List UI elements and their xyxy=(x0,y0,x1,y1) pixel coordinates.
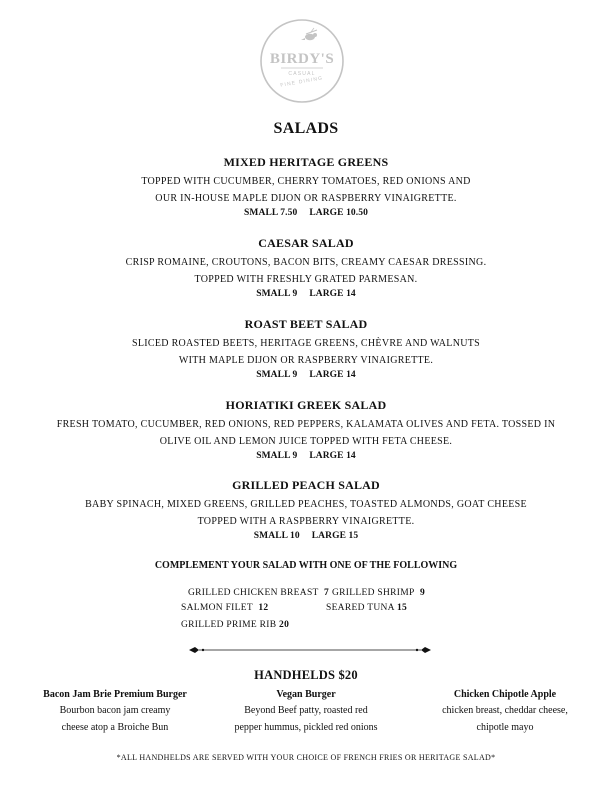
salad-price xyxy=(0,289,612,299)
handhelds-note: *ALL HANDHELDS ARE SERVED WITH YOUR CHOICE OF FRENCH FRIES OR HERITAGE SALAD* xyxy=(116,753,496,762)
handheld-desc-line: Bourbon bacon jam creamy xyxy=(59,705,171,716)
handheld-desc-line: cheese atop a Broiche Bun xyxy=(61,722,169,733)
addon-price: 15 xyxy=(397,603,408,613)
addon-price: 12 xyxy=(258,603,269,613)
handheld-name: Vegan Burger xyxy=(276,689,336,700)
addon-price: 7 xyxy=(323,588,330,598)
ornamental-divider xyxy=(187,645,433,655)
addon-item xyxy=(332,588,425,598)
handheld-name: Bacon Jam Brie Premium Burger xyxy=(43,689,187,700)
small-price: SMALL 7.50 xyxy=(244,208,298,218)
salad-name: HORIATIKI GREEK SALAD xyxy=(225,398,387,412)
bird-icon xyxy=(301,28,317,40)
addon-price: 20 xyxy=(279,620,290,630)
addon-name: GRILLED CHICKEN BREAST xyxy=(188,588,319,598)
handheld-desc-line: Beyond Beef patty, roasted red xyxy=(244,705,368,716)
handheld-item xyxy=(211,689,401,736)
salad-name: GRILLED PEACH SALAD xyxy=(232,478,380,492)
handheld-desc-line: chicken breast, cheddar cheese, xyxy=(442,705,568,716)
addon-name: GRILLED PRIME RIB xyxy=(181,620,277,630)
large-price: LARGE 14 xyxy=(309,451,356,461)
salad-desc-line: TOPPED WITH CUCUMBER, CHERRY TOMATOES, RED ONIONS AND xyxy=(141,176,471,187)
addon-item xyxy=(181,603,268,613)
large-price: LARGE 10.50 xyxy=(309,208,368,218)
handheld-item xyxy=(410,689,600,736)
addon-name: GRILLED SHRIMP xyxy=(332,588,415,598)
large-price: LARGE 15 xyxy=(311,531,359,541)
salad-name: MIXED HERITAGE GREENS xyxy=(223,155,389,169)
salad-item xyxy=(0,398,612,461)
logo-tagline-fine-dining: FINE DINING xyxy=(279,75,324,89)
salad-item xyxy=(0,236,612,299)
salad-item xyxy=(0,155,612,218)
small-price: SMALL 10 xyxy=(253,531,300,541)
addon-item xyxy=(326,603,407,613)
large-price: LARGE 14 xyxy=(309,370,356,380)
salad-name: ROAST BEET SALAD xyxy=(244,317,368,331)
salad-desc-line: OUR IN-HOUSE MAPLE DIJON OR RASPBERRY VINAIGRETTE. xyxy=(155,193,457,204)
logo-name: BIRDY'S xyxy=(269,51,335,67)
addon-item xyxy=(181,620,289,630)
handheld-name: Chicken Chipotle Apple xyxy=(453,689,557,700)
salad-price xyxy=(0,451,612,461)
salad-name: CAESAR SALAD xyxy=(258,236,354,250)
salads-heading: SALADS xyxy=(273,120,339,137)
small-price: SMALL 9 xyxy=(256,370,298,380)
salad-desc-line: TOPPED WITH A RASPBERRY VINAIGRETTE. xyxy=(197,516,415,527)
salad-desc-line: BABY SPINACH, MIXED GREENS, GRILLED PEACHES, TOASTED ALMONDS, GOAT CHEESE xyxy=(85,499,527,510)
handheld-desc-line: pepper hummus, pickled red onions xyxy=(234,722,378,733)
salad-item xyxy=(0,478,612,541)
handheld-desc-line: chipotle mayo xyxy=(476,722,534,733)
salad-item xyxy=(0,317,612,380)
salad-price xyxy=(0,370,612,380)
handhelds-heading: HANDHELDS $20 xyxy=(254,668,358,682)
small-price: SMALL 9 xyxy=(256,289,298,299)
addon-name: SEARED TUNA xyxy=(326,603,395,613)
salad-desc-line: OLIVE OIL AND LEMON JUICE TOPPED WITH FETA CHEESE. xyxy=(159,436,453,447)
large-price: LARGE 14 xyxy=(309,289,356,299)
salad-price xyxy=(0,208,612,218)
salad-price xyxy=(0,531,612,541)
handheld-item xyxy=(20,689,210,736)
addon-name: SALMON FILET xyxy=(181,603,253,613)
logo-tagline-casual: CASUAL xyxy=(288,71,316,77)
salad-desc-line: TOPPED WITH FRESHLY GRATED PARMESAN. xyxy=(194,274,418,285)
salad-desc-line: CRISP ROMAINE, CROUTONS, BACON BITS, CREAMY CAESAR DRESSING. xyxy=(125,257,487,268)
birdys-logo xyxy=(259,18,345,104)
salad-desc-line: WITH MAPLE DIJON OR RASPBERRY VINAIGRETTE. xyxy=(178,355,434,366)
complement-heading: COMPLEMENT YOUR SALAD WITH ONE OF THE FOLLOWING xyxy=(154,560,458,571)
addon-price: 9 xyxy=(419,588,426,598)
salad-desc-line: SLICED ROASTED BEETS, HERITAGE GREENS, CHÈVRE AND WALNUTS xyxy=(131,338,481,349)
addon-item xyxy=(188,588,329,598)
small-price: SMALL 9 xyxy=(256,451,298,461)
salad-desc-line: FRESH TOMATO, CUCUMBER, RED ONIONS, RED PEPPERS, KALAMATA OLIVES AND FETA. TOSSED IN xyxy=(56,419,556,430)
